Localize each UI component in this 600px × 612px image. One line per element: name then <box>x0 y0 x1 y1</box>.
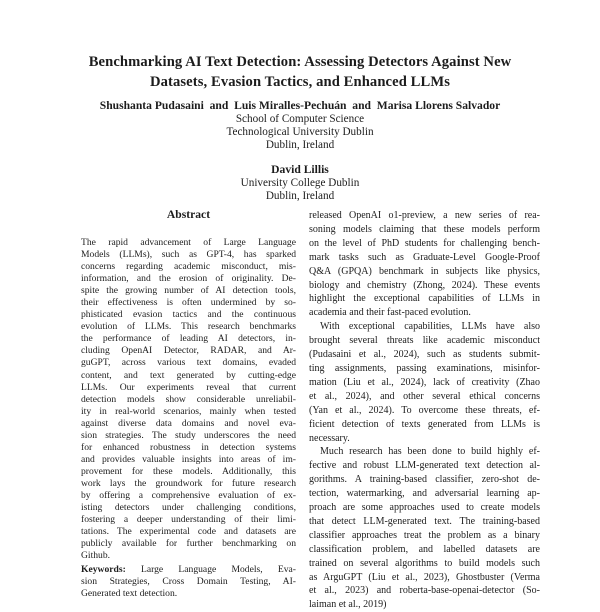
text-line: provement for these models. Additionally, this <box>81 465 296 477</box>
text-line: classifier approaches treat the problem as a binary <box>309 529 540 541</box>
text-line: brought several threats like academic misconduct <box>309 335 540 347</box>
text-line: detection models show considerable unreliabil- <box>81 393 296 405</box>
author-2-name: David Lillis <box>271 163 329 176</box>
affiliation-2-university: University College Dublin <box>240 177 360 189</box>
text-line: laiman et al., 2019) <box>309 599 387 611</box>
text-line: against diverse data domains and novel eva- <box>81 417 296 429</box>
keywords-label: Keywords: <box>81 564 126 576</box>
text-line: ficient detection of texts generated from LLMs is <box>309 418 540 430</box>
text-line: on the level of PhD students for challenging bench- <box>309 237 540 249</box>
text-line: et al., 2023) and roberta-base-openai-detector (So- <box>309 585 540 597</box>
text-line: evolution of LLMs. This research benchmarks <box>81 321 296 333</box>
text-line: highlight the exceptional capabilities of LLMs in <box>309 293 540 305</box>
text-line: (Pudasaini et al., 2024), such as students submit- <box>309 349 540 361</box>
text-line: for enhanced robustness in detection systems <box>81 441 296 453</box>
text-line: (Yan et al., 2024). To overcome these threats, ef- <box>309 404 540 416</box>
keywords-line-2: sion Strategies, Cross Domain Testing, AI- <box>81 576 296 588</box>
affiliation-2-location: Dublin, Ireland <box>265 190 335 202</box>
text-line: ting assignments, passing examinations, misinfor- <box>309 362 540 374</box>
text-line: academia and their fast-paced evolution. <box>309 307 471 319</box>
keywords-paragraph <box>81 564 296 600</box>
text-line: by offering a comprehensive evaluation of ex- <box>81 489 296 501</box>
affiliation-1-university: Technological University Dublin <box>226 126 374 138</box>
paper-title <box>0 52 600 92</box>
text-line: their effectiveness is often undermined by so- <box>81 297 296 309</box>
text-line: LLMs. Our experiments reveal that current <box>81 381 296 393</box>
text-line: mark tasks such as Graduate-Level Google-Proof <box>309 251 540 263</box>
affiliation-1-dept: School of Computer Science <box>235 113 365 125</box>
text-line: concerns regarding academic misconduct, mis- <box>81 261 296 273</box>
text-line: fostering a deeper understanding of their limi- <box>81 514 296 526</box>
keywords-line-1-rest: Large Language Models, Eva- <box>141 564 296 576</box>
text-line: The rapid advancement of Large Language <box>81 237 296 248</box>
text-line: et al., 2024), and other several ethical concerns <box>309 390 540 402</box>
abstract-text <box>81 237 296 562</box>
text-line: guGPT, across various text domains, evaded <box>81 357 296 369</box>
intro-paragraph-1 <box>309 209 540 320</box>
text-line: Q&A (GPQA) benchmark in subjects like physics, <box>309 265 540 277</box>
text-line: gorithms. A training-based classifier, zero-shot de- <box>309 474 540 486</box>
keywords-line-3: Generated text detection. <box>81 588 178 600</box>
keywords-line-1 <box>81 564 296 576</box>
affiliation-1-location: Dublin, Ireland <box>265 139 335 151</box>
text-line: content, and text generated by cutting-edge <box>81 369 296 381</box>
text-line: trained on several algorithms to build models such <box>309 557 540 569</box>
authors-line: Shushanta Pudasaini and Luis Miralles-Pechuán and Marisa Llorens Salvador <box>99 99 501 112</box>
text-line: released OpenAI o1-preview, a new series of rea- <box>309 210 540 221</box>
text-line: information, and the erosion of originality. De- <box>81 273 296 285</box>
text-line: biology and chemistry (Zhong, 2024). These events <box>309 279 540 291</box>
text-line: isting detectors under challenging conditions, <box>81 502 296 514</box>
intro-paragraph-3 <box>309 445 540 612</box>
left-column <box>81 208 296 600</box>
paper-title-line-1: Benchmarking AI Text Detection: Assessing Detectors Against New <box>88 54 512 70</box>
title-block <box>0 52 600 203</box>
affiliation-1 <box>0 113 600 152</box>
text-line: mation (Liu et al., 2024), lack of creativity (Zhao <box>309 376 540 388</box>
text-line: and provides valuable insights into areas of im- <box>81 453 296 465</box>
text-line: spite the growing number of AI detection tools, <box>81 285 296 297</box>
text-line: publicly available for further benchmarking on <box>81 538 296 550</box>
paper-title-line-2: Datasets, Evasion Tactics, and Enhanced LLMs <box>150 74 450 90</box>
intro-paragraph-2 <box>309 320 540 445</box>
right-column <box>309 209 540 612</box>
text-line: Models (LLMs), such as GPT-4, has sparked <box>81 249 296 261</box>
text-line: as ArguGPT (Liu et al., 2023), Ghostbuster (Verma <box>309 571 540 583</box>
text-line: cluding OpenAI Detector, RADAR, and Ar- <box>81 345 296 357</box>
text-line: soning models claiming that these models perform <box>309 223 540 235</box>
text-line: proach are some approaches used to create models <box>309 502 540 514</box>
abstract-heading: Abstract <box>166 208 211 221</box>
text-line: phisticated evasion tactics and the continuous <box>81 309 296 321</box>
text-line: Much research has been done to build highly ef- <box>320 446 540 458</box>
text-line: sion strategies. The study underscores the need <box>81 429 296 441</box>
text-line: fective and robust LLM-generated text detection al- <box>309 460 540 472</box>
text-line: that detect LLM-generated text. The training-based <box>309 515 540 527</box>
text-line: tection, watermarking, and adversarial learning ap- <box>309 488 540 500</box>
text-line: classification problem, and labelled datasets are <box>309 543 540 555</box>
text-line: the performance of leading AI detectors, in- <box>81 333 296 345</box>
text-line: work lays the groundwork for future research <box>81 477 296 489</box>
text-line: tations. The experimental code and datasets are <box>81 526 296 538</box>
affiliation-2 <box>0 177 600 203</box>
text-line: Github. <box>81 550 111 562</box>
text-line: With exceptional capabilities, LLMs have also <box>320 321 540 333</box>
text-line: necessary. <box>309 432 350 444</box>
text-line: ity in real-world scenarios, mainly when tested <box>81 405 296 417</box>
